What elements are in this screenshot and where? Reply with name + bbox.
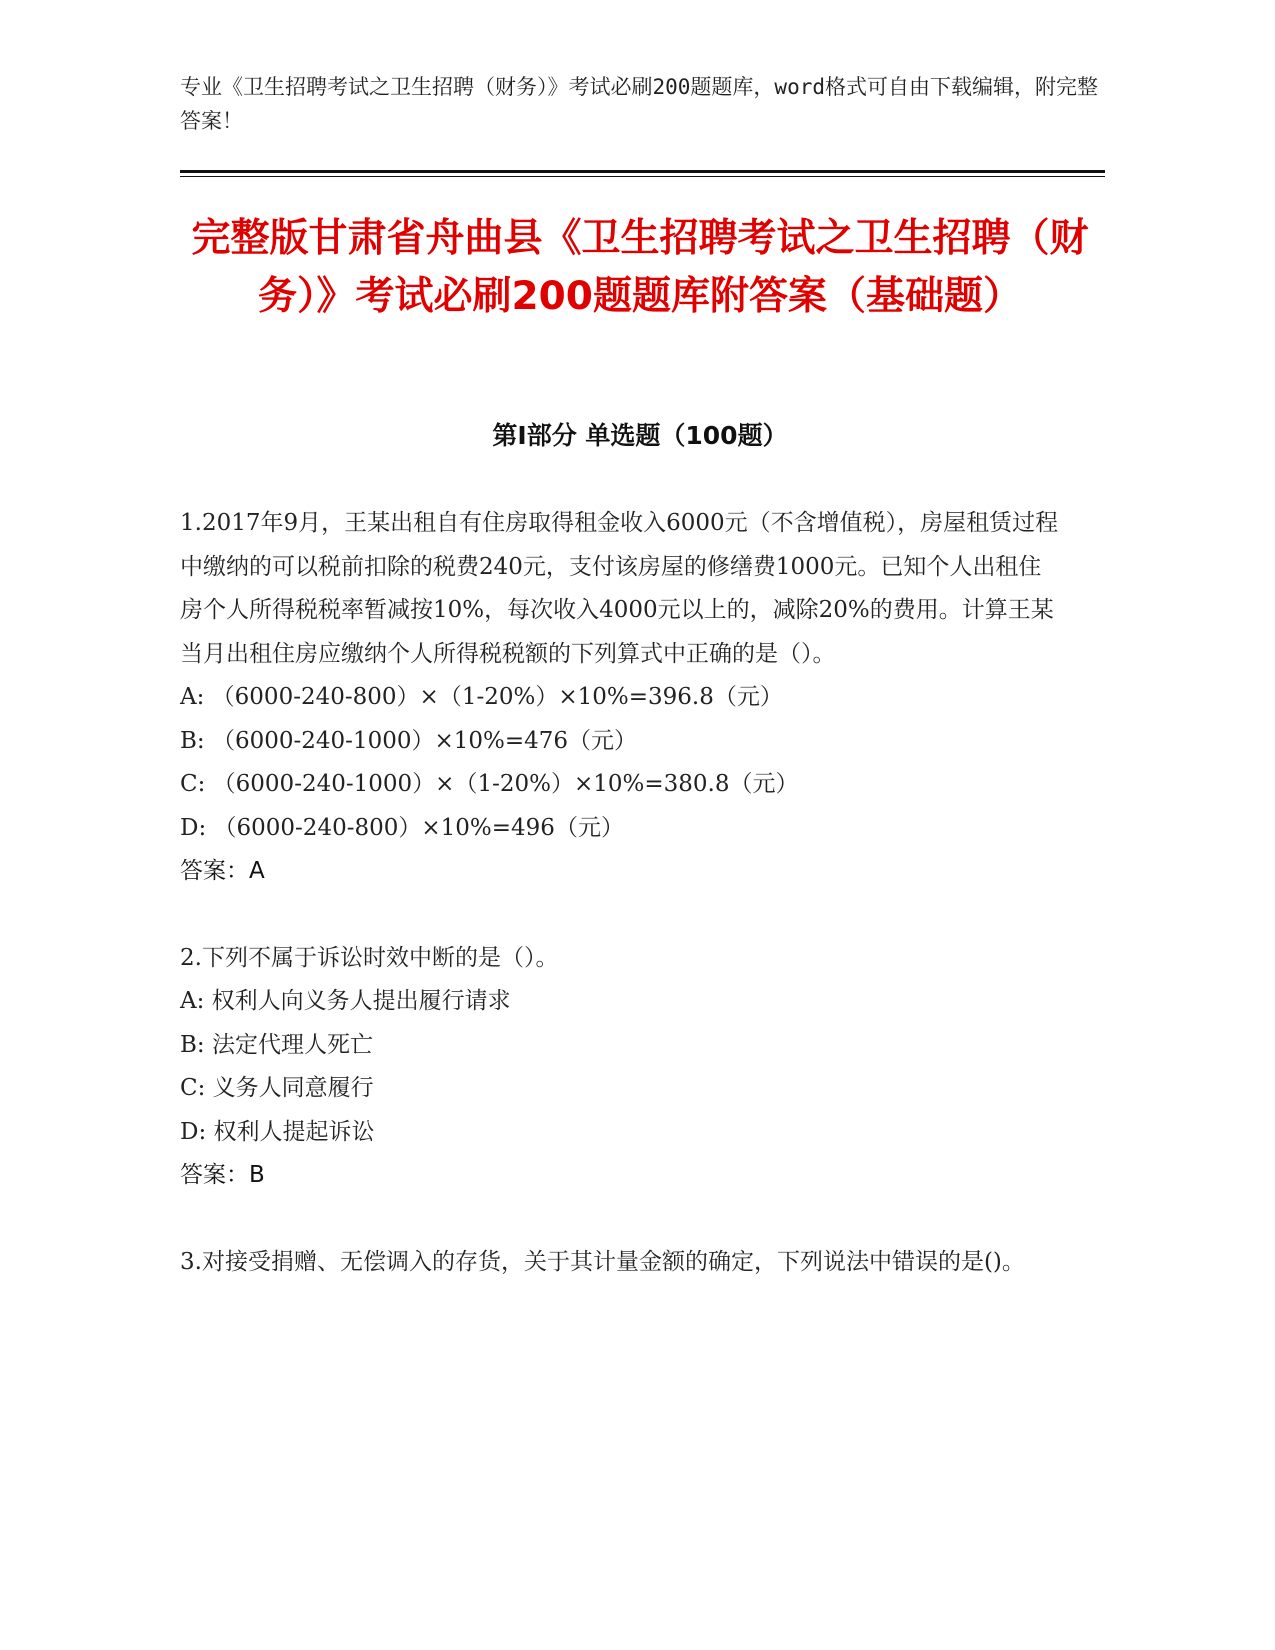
question-2 — [180, 937, 1060, 1198]
question-stem: 2.下列不属于诉讼时效中断的是（）。 — [180, 944, 559, 971]
document-title: 完整版甘肃省舟曲县《卫生招聘考试之卫生招聘（财务）》考试必刷200题题库附答案（基础题） — [191, 216, 1089, 319]
option-c: C: 义务人同意履行 — [180, 1075, 374, 1101]
header-divider-thick — [180, 170, 1105, 173]
question-stem: 3.对接受捐赠、无偿调入的存货，关于其计量金额的确定，下列说法中错误的是()。 — [180, 1248, 1025, 1275]
option-a: A: （6000-240-800）×（1-20%）×10%=396.8（元） — [180, 684, 783, 710]
question-3 — [180, 1241, 1060, 1285]
option-d: D: （6000-240-800）×10%=496（元） — [180, 814, 624, 841]
question-1 — [180, 502, 1060, 894]
option-b: B: （6000-240-1000）×10%=476（元） — [180, 727, 638, 754]
option-c: C: （6000-240-1000）×（1-20%）×10%=380.8（元） — [180, 771, 799, 797]
option-a: A: 权利人向义务人提出履行请求 — [180, 988, 511, 1014]
header-divider-thin — [180, 176, 1105, 177]
question-stem: 1.2017年9月，王某出租自有住房取得租金收入6000元（不含增值税），房屋租赁过程中缴纳的可以税前扣除的税费240元，支付该房屋的修缮费1000元。已知个人出租住房个人所得税税率暂减按10%，每次收入4000元以上的，减除20%的费用。计算王某当月出租住房应缴纳个人所得税税额的下列算式中正确的是（）。 — [180, 510, 1059, 667]
answer: 答案：A — [180, 858, 265, 884]
option-b: B: 法定代理人死亡 — [180, 1031, 373, 1058]
option-d: D: 权利人提起诉讼 — [180, 1118, 375, 1145]
answer: 答案：B — [180, 1162, 265, 1188]
question-list — [180, 502, 1060, 1327]
header-note: 专业《卫生招聘考试之卫生招聘（财务）》考试必刷200题题库，word格式可自由下载编辑，附完整答案！ — [180, 75, 1098, 133]
section-heading: 第Ⅰ部分 单选题（100题） — [492, 421, 788, 450]
